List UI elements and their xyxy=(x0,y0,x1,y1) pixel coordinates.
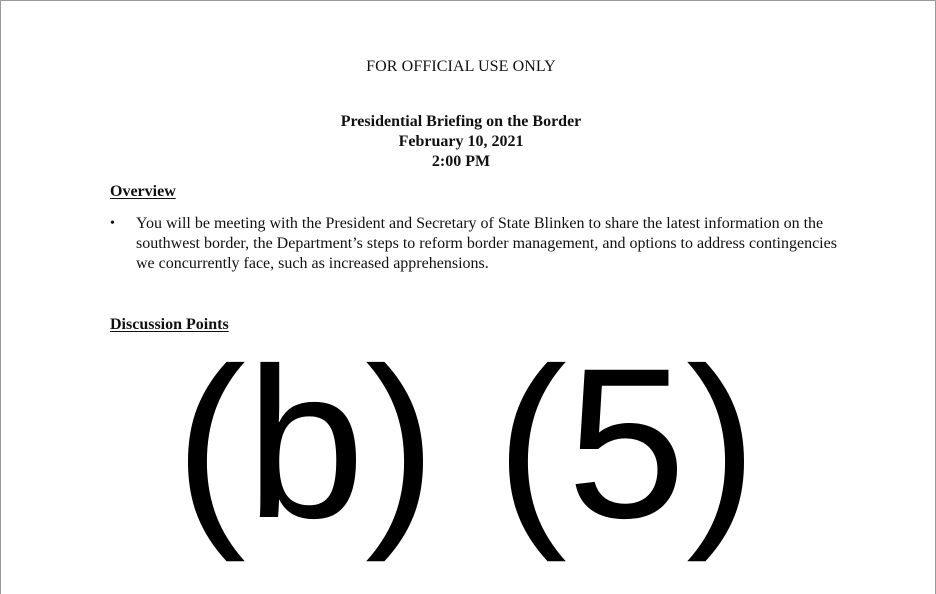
briefing-time: 2:00 PM xyxy=(431,153,491,170)
briefing-title-block xyxy=(1,112,921,172)
overview-bullet-list xyxy=(110,214,850,274)
overview-bullet-item xyxy=(110,214,850,274)
overview-heading: Overview xyxy=(110,183,176,200)
briefing-date: February 10, 2021 xyxy=(398,133,524,150)
briefing-title: Presidential Briefing on the Border xyxy=(340,113,582,130)
redaction-code: (b) (5) xyxy=(174,324,758,563)
overview-bullet-text: You will be meeting with the President and Secretary of State Blinken to share the latest information on the southwest border, the Department’s steps to reform border management, and options to address contingencies we concurrently face, such as increased apprehensions. xyxy=(136,215,837,272)
classification-marking: FOR OFFICIAL USE ONLY xyxy=(366,58,556,75)
discussion-points-heading: Discussion Points xyxy=(110,316,229,333)
bullet-icon: • xyxy=(110,216,115,231)
